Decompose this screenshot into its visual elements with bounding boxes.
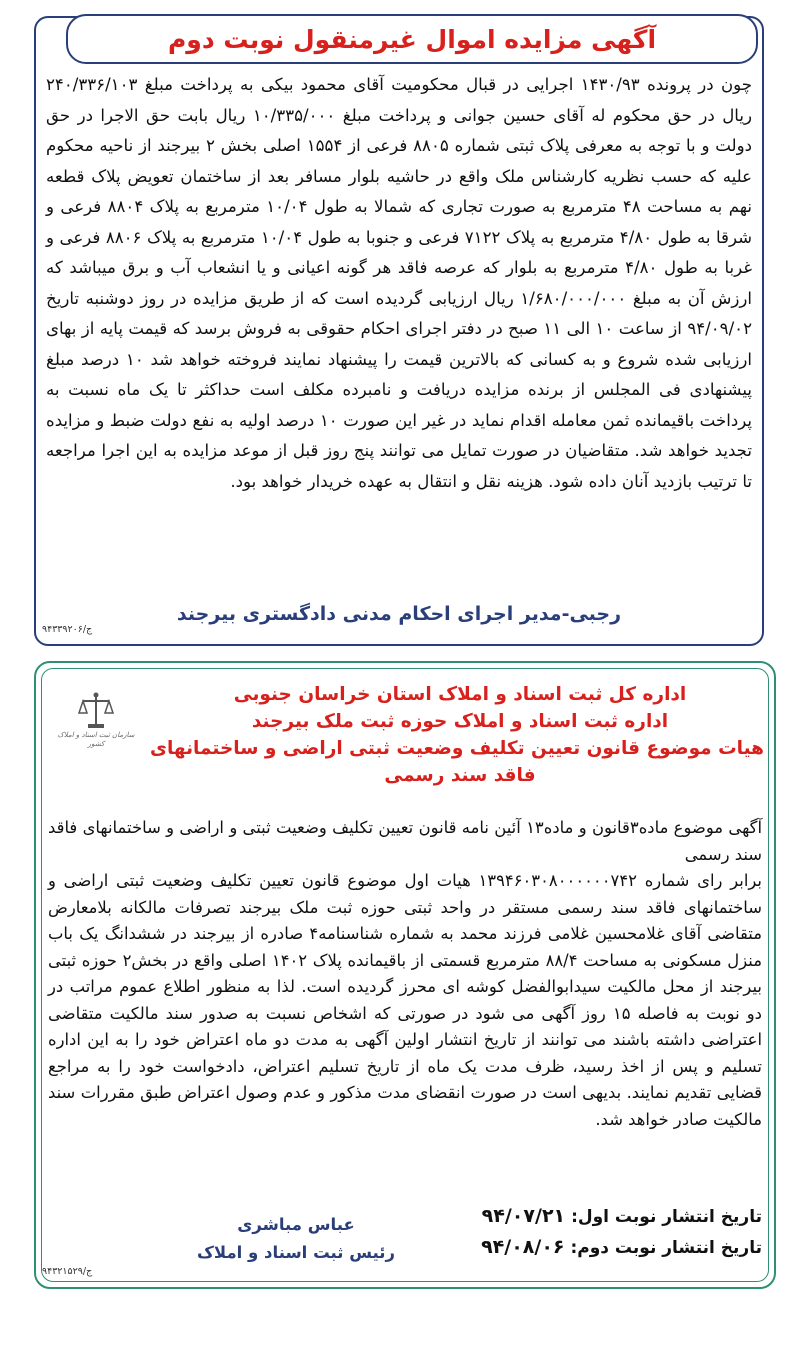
- registry-logo: [52, 691, 140, 769]
- auction-notice-paragraph: چون در پرونده ۱۴۳۰/۹۳ اجرایی در قبال محکومیت آقای محمود بیکی به پرداخت مبلغ ۲۴۰/۳۳۶/۱۰۳ ریال در حق محکوم له آقای حسین جوانی و پرداخت مبلغ ۱۰/۳۳۵/۰۰۰ ریال بابت حق الاجرا در حق دولت و با توجه به معرفی پلاک ثبتی شماره ۸۸۰۵ فرعی از ۱۵۵۴ اصلی بخش ۲ بیرجند از ناحیه محکوم علیه که حسب نظریه کارشناس ملک واقع در حاشیه بلوار مسافر بعد از ساختمان تعویض پلاک قطعه نهم به مساحت ۴۸ مترمربع به صورت تجاری که شمالا به طول ۱۰/۰۴ مترمربع به پلاک ۸۸۰۴ فرعی و شرقا به طول ۴/۸۰ مترمربع به پلاک ۷۱۲۲ فرعی و جنوبا به طول ۱۰/۰۴ مترمربع به پلاک ۸۸۰۶ فرعی و غربا به طول ۴/۸۰ مترمربع به بلوار که عرصه فاقد هر گونه اعیانی و یا انشعاب آب و برق میباشد که ارزش آن به مبلغ ۱/۶۸۰/۰۰۰/۰۰۰ ریال ارزیابی گردیده است که از طریق مزایده در روز دوشنبه تاریخ ۹۴/۰۹/۰۲ از ساعت ۱۰ الی ۱۱ صبح در دفتر اجرای احکام حقوقی به فروش برسد که قیمت پایه از بهای ارزیابی شده شروع و به کسانی که بالاترین قیمت را پیشنهاد نمایند فروخته خواهد شد ۱۰ درصد مبلغ پیشنهادی فی المجلس از برنده مزایده دریافت و نامبرده مکلف است حداکثر تا یک ماه نسبت به پرداخت باقیمانده ثمن معامله اقدام نماید در غیر این صورت ۱۰ درصد اولیه به نفع دولت ضبط و مزایده تجدید خواهد شد. متقاضیان در صورت تمایل می توانند پنج روز قبل از موعد مزایده به این اجرا مراجعه تا ترتیب بازدید آنان داده شود. هزینه نقل و انتقال به عهده خریدار خواهد بود.: [46, 75, 753, 491]
- scales-of-justice-icon: [78, 691, 114, 731]
- registry-notice-paragraph-1: آگهی موضوع ماده۳قانون و ماده۱۳ آئین نامه قانون تعیین تکلیف وضعیت ثبتی و اراضی و ساختمانهای فاقد سند رسمی: [48, 818, 762, 864]
- date-second-value: ۹۴/۰۸/۰۶: [481, 1236, 565, 1258]
- auction-notice-body: [46, 70, 752, 497]
- signer-title: رئیس ثبت اسناد و املاک: [197, 1243, 395, 1262]
- registry-notice-code: ج/۹۴۳۲۱۵۲۹: [42, 1266, 93, 1277]
- auction-notice-title-box: [66, 14, 758, 64]
- registry-notice: [34, 661, 776, 1289]
- date-first-label: تاریخ انتشار نوبت اول:: [571, 1207, 762, 1227]
- header-line-2: اداره ثبت اسناد و املاک حوزه ثبت ملک بیرجند: [251, 711, 669, 732]
- date-first-value: ۹۴/۰۷/۲۱: [481, 1205, 566, 1227]
- auction-notice-title: آگهی مزایده اموال غیرمنقول نوبت دوم: [167, 24, 657, 54]
- auction-notice-code: ج/۹۴۳۳۹۲۰۶: [42, 624, 93, 635]
- header-line-3: هیات موضوع قانون تعیین تکلیف وضعیت ثبتی اراضی و ساختمانهای: [149, 738, 764, 759]
- publication-dates: [481, 1201, 762, 1263]
- auction-notice-signature: رجبی-مدیر اجرای احکام مدنی دادگستری بیرجند: [176, 603, 622, 625]
- registry-logo-text: سازمان ثبت اسناد و املاک کشور: [57, 731, 135, 748]
- registry-notice-body: [48, 815, 762, 1133]
- header-line-4: فاقد سند رسمی: [384, 765, 536, 786]
- registry-notice-header: [149, 681, 764, 789]
- auction-notice: [34, 16, 764, 646]
- registry-notice-paragraph-2: برابر رای شماره ۱۳۹۴۶۰۳۰۸۰۰۰۰۰۰۷۴۲ هیات اول موضوع قانون تعیین تکلیف وضعیت ثبتی اراضی و ساختمانهای فاقد سند رسمی مستقر در واحد ثبتی حوزه ثبت ملک بیرجند تصرفات مالکانه بلامعارض متقاضی آقای غلامحسین غلامی فرزند محمد به شماره شناسنامه۴ صادره از بیرجند در ششدانگ یک باب منزل مسکونی به مساحت ۸۸/۴ مترمربع قسمتی از باقیمانده پلاک ۱۴۰۲ اصلی واقع در بخش۲ حوزه ثبتی بیرجند از محل مالکیت سیدابوالفضل کوشه ای محرز گردیده است. لذا به منظور اطلاع عموم مراتب در دو نوبت به فاصله ۱۵ روز آگهی می شود در صورتی که اشخاص نسبت به صدور سند مالکیت متقاضی اعتراضی داشته باشند می توانند از تاریخ انتشار اولین آگهی به مدت دو ماه اعتراض خود را به این اداره تسلیم و پس از اخذ رسید، ظرف مدت یک ماه از تاریخ تسلیم اعتراض، دادخواست خود را به مراجع قضایی تقدیم نمایند. بدیهی است در صورت انقضای مدت مذکور و عدم وصول اعتراض طبق مقررات سند مالکیت صادر خواهد شد.: [48, 871, 762, 1129]
- header-line-1: اداره کل ثبت اسناد و املاک استان خراسان جنوبی: [233, 684, 687, 705]
- publication-date-first: [481, 1201, 762, 1232]
- signer-name: عباس مباشری: [237, 1215, 355, 1234]
- date-second-label: تاریخ انتشار نوبت دوم:: [570, 1238, 762, 1258]
- registry-signature: [186, 1211, 406, 1267]
- publication-date-second: [481, 1232, 762, 1263]
